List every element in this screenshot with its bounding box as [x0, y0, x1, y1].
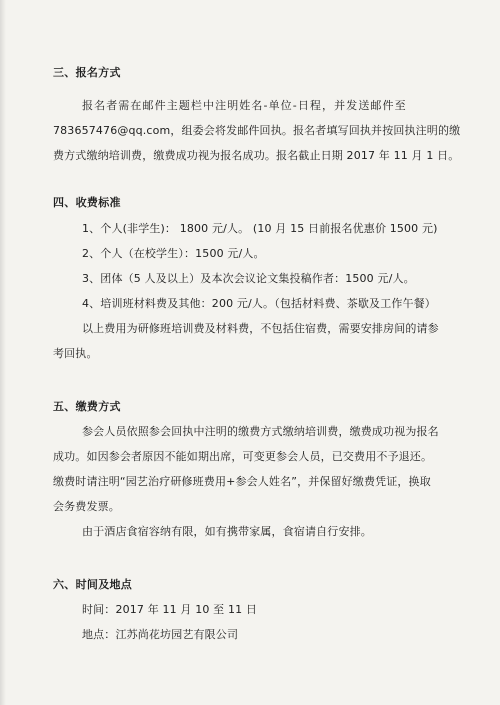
- fee-item: 1、个人(非学生)： 1800 元/人。 (10 月 15 日前报名优惠价 1500 元): [82, 222, 438, 235]
- paragraph-line: 缴费时请注明“园艺治疗研修班费用+参会人姓名”，并保留好缴费凭证，换取: [53, 475, 431, 488]
- paragraph-line: 考回执。: [53, 347, 98, 360]
- scan-edge-shadow: [0, 0, 6, 705]
- fee-item: 4、培训班材料费及其他：200 元/人。（包括材料费、茶歇及工作午餐）: [82, 297, 436, 310]
- paragraph-line: 783657476@qq.com，组委会将发邮件回执。报名者填写回执并按回执注明的缴: [53, 124, 461, 137]
- event-time: 时间：2017 年 11 月 10 至 11 日: [82, 603, 258, 616]
- paragraph-line: 由于酒店食宿容纳有限，如有携带家属，食宿请自行安排。: [82, 525, 372, 538]
- paragraph-line: 费方式缴纳培训费，缴费成功视为报名成功。报名截止日期 2017 年 11 月 1 日。: [53, 149, 460, 162]
- section-heading-time-place: 六、时间及地点: [53, 578, 133, 591]
- paragraph-line: 会务费发票。: [53, 500, 120, 513]
- paragraph-line: 成功。如因参会者原因不能如期出席，可变更参会人员，已交费用不予退还。: [53, 450, 433, 463]
- paragraph-line: 以上费用为研修班培训费及材料费，不包括住宿费，需要安排房间的请参: [82, 322, 439, 335]
- event-place: 地点：江苏尚花坊园艺有限公司: [82, 628, 239, 641]
- fee-item: 3、团体（5 人及以上）及本次会议论文集投稿作者：1500 元/人。: [82, 272, 415, 285]
- paragraph-line: 参会人员依照参会回执中注明的缴费方式缴纳培训费，缴费成功视为报名: [82, 425, 439, 438]
- paragraph-line: 报名者需在邮件主题栏中注明姓名-单位-日程，并发送邮件至: [82, 99, 407, 112]
- section-heading-payment: 五、缴费方式: [53, 400, 121, 413]
- section-heading-registration: 三、报名方式: [53, 66, 121, 79]
- fee-item: 2、个人（在校学生）：1500 元/人。: [82, 247, 265, 260]
- section-heading-fees: 四、收费标准: [53, 196, 121, 209]
